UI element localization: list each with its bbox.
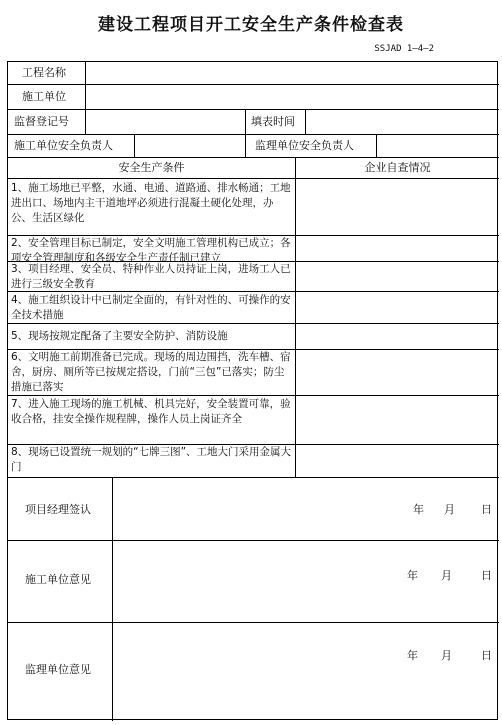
row-divider	[8, 477, 499, 478]
col-divider	[295, 157, 296, 477]
signoff-day: 日	[481, 649, 492, 662]
condition-item: 2、安全管理目标已制定，安全文明施工管理机构已成立；各项安全管理制度和各级安全生产责任制已建立	[11, 237, 291, 264]
col-divider	[376, 134, 377, 157]
construction-safety-head-label: 施工单位安全负责人	[14, 139, 113, 152]
signoff-month: 月	[441, 649, 452, 662]
signoff-month: 月	[444, 503, 455, 516]
form-code: SSJAD 1—4—2	[374, 44, 434, 54]
row-divider	[8, 395, 499, 396]
conditions-header: 安全生产条件	[118, 161, 185, 174]
col-divider	[112, 477, 113, 721]
condition-item: 6、文明施工前期准备已完成。现场的周边围挡，洗车槽、宿舍，厨房、厕所等已按规定搭设，门前“三包”已落实；防尘措施已落实	[11, 351, 291, 393]
signoff-month: 月	[441, 569, 452, 582]
signoff-year: 年	[413, 503, 424, 516]
self-check-header: 企业自查情况	[364, 161, 431, 174]
row-divider	[8, 134, 499, 135]
form-title: 建设工程项目开工安全生产条件检查表	[98, 15, 404, 35]
supervision-safety-head-label: 监理单位安全负责人	[255, 139, 354, 152]
condition-item: 5、现场按规定配备了主要安全防护、消防设施	[11, 330, 228, 342]
row-divider	[8, 323, 499, 324]
row-divider	[8, 157, 499, 158]
row-divider	[8, 178, 499, 179]
row-divider	[8, 84, 499, 85]
row-divider	[8, 540, 499, 541]
condition-item: 3、项目经理、安全员、特种作业人员持证上岗，进场工人已进行三级安全教育	[11, 263, 291, 290]
fill-date-label: 填表时间	[251, 115, 295, 128]
signoff-day: 日	[481, 569, 492, 582]
construction-unit-label: 施工单位	[22, 90, 66, 103]
row-divider	[8, 622, 499, 623]
col-divider	[245, 109, 246, 134]
project-name-label: 工程名称	[22, 66, 66, 79]
construction-opinion-label: 施工单位意见	[25, 573, 91, 586]
signoff-year: 年	[407, 569, 418, 582]
col-divider	[85, 62, 86, 134]
signoff-day: 日	[481, 503, 492, 516]
inspection-form	[7, 61, 498, 720]
supervision-reg-no-label: 监督登记号	[14, 115, 69, 128]
condition-item: 1、施工场地已平整，水通、电通、道路通、排水畅通；工地进出口、场地内主干道地坪必须进行混凝土硬化处理，办公、生活区绿化	[11, 182, 291, 224]
row-divider	[8, 109, 499, 110]
col-divider	[245, 134, 246, 157]
signoff-year: 年	[407, 649, 418, 662]
condition-item: 4、施工组织设计中已制定全面的，有针对性的、可操作的安全技术措施	[11, 294, 291, 321]
supervision-opinion-label: 监理单位意见	[25, 663, 91, 676]
condition-item: 8、现场已设置统一规划的“七牌三图”、工地大门采用金属大门	[11, 446, 292, 473]
manager-signoff-label: 项目经理签认	[25, 503, 91, 516]
col-divider	[134, 134, 135, 157]
col-divider	[305, 109, 306, 134]
condition-item: 7、进入施工现场的施工机械、机具完好，安全装置可靠，验收合格，挂安全操作规程牌，操作人员上岗证齐全	[11, 398, 291, 425]
